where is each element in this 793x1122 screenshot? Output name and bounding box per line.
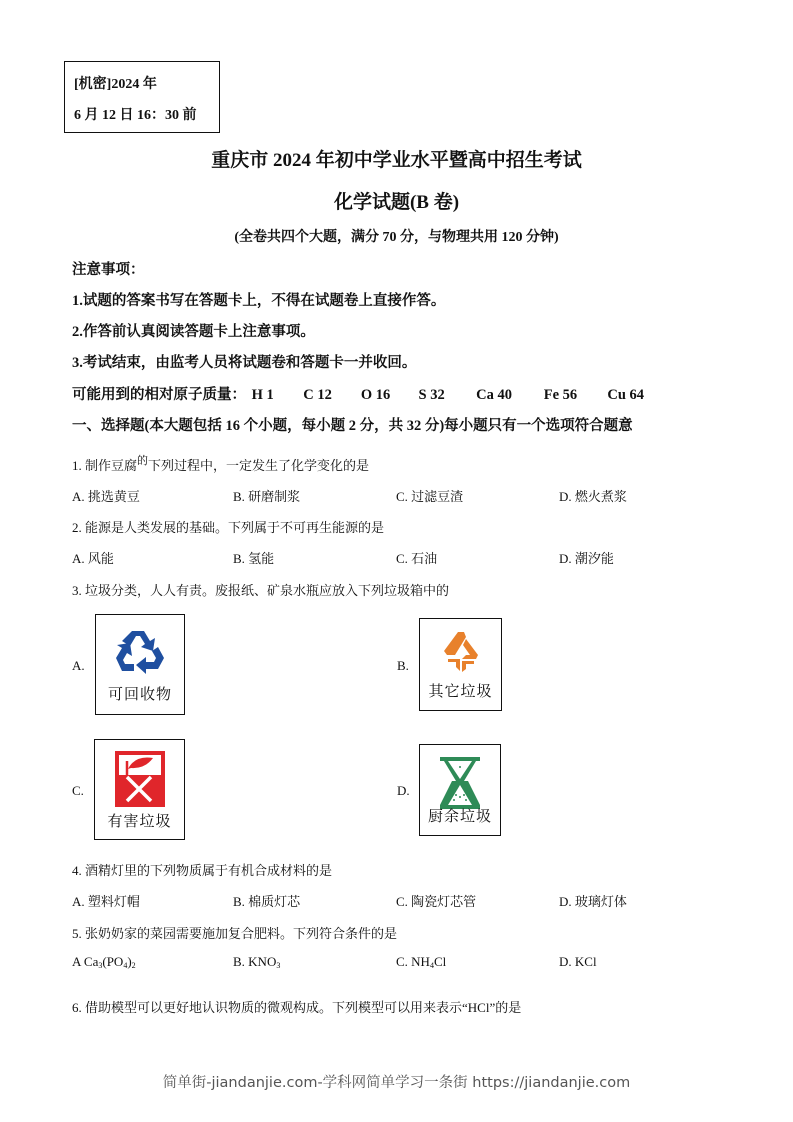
option-c-letter: C. [72, 783, 84, 798]
hazardous-waste-icon [115, 751, 165, 807]
subscript: 2 [131, 961, 136, 970]
kitchen-waste-icon [438, 755, 482, 811]
atomic-mass: O 16 [360, 387, 391, 403]
option-d: D. 玻璃灯体 [559, 894, 627, 909]
question-5-stem: 5. 张奶奶家的菜园需要施加复合肥料。下列符合条件的是 [72, 926, 398, 941]
subscript: 4 [123, 961, 128, 970]
option-d: D. 燃火煮浆 [559, 489, 627, 504]
question-2-stem: 2. 能源是人类发展的基础。下列属于不可再生能源的是 [72, 520, 385, 535]
option-a-letter: A. [72, 658, 85, 673]
atomic-mass: S 32 [418, 387, 445, 403]
stem-text: 下列过程中，一定发生了化学变化的是 [148, 458, 370, 473]
confidential-line-2: 6 月 12 日 16：30 前 [74, 108, 197, 123]
instructions-heading: 注意事项： [72, 262, 145, 278]
section-heading: 一、选择题(本大题包括 16 个小题，每小题 2 分，共 32 分)每小题只有一个选项符合题意 [72, 418, 633, 434]
option-b: B. 研磨制浆 [233, 489, 301, 504]
instruction-item: 3.考试结束，由监考人员将试题卷和答题卡一并收回。 [72, 355, 417, 371]
subscript: 4 [429, 961, 434, 970]
formula-text: A Ca [72, 954, 99, 969]
recycle-icon [112, 627, 168, 675]
other-waste-icon [436, 629, 486, 673]
option-b: B. 棉质灯芯 [233, 894, 301, 909]
question-1-stem [72, 452, 369, 474]
option-a: A. 塑料灯帽 [72, 894, 140, 909]
exam-note: (全卷共四个大题，满分 70 分，与物理共用 120 分钟) [234, 230, 559, 245]
subscript: 3 [98, 961, 103, 970]
exam-title: 重庆市 2024 年初中学业水平暨高中招生考试 [211, 150, 582, 171]
option-b-letter: B. [397, 658, 409, 673]
option-b: B. 氢能 [233, 551, 275, 566]
other-waste-sign [419, 618, 502, 711]
option-a [72, 954, 136, 970]
atomic-mass: Fe 56 [543, 387, 578, 403]
subscript: 3 [276, 961, 281, 970]
exam-subtitle: 化学试题(B 卷) [333, 192, 460, 213]
recycle-sign [95, 614, 185, 715]
option-c [396, 954, 446, 970]
formula-text: (PO [102, 954, 124, 969]
formula-text: B. KNO [233, 954, 277, 969]
question-4-stem: 4. 酒精灯里的下列物质属于有机合成材料的是 [72, 863, 333, 878]
option-b [233, 954, 280, 970]
stem-text: 1. 制作豆腐 [72, 458, 138, 473]
option-d: D. 潮汐能 [559, 551, 614, 566]
confidential-line-1: [机密]2024 年 [74, 77, 157, 92]
instruction-item: 1.试题的答案书写在答题卡上，不得在试题卷上直接作答。 [72, 293, 446, 309]
sign-label: 有害垃圾 [107, 814, 172, 830]
sign-label: 可回收物 [107, 687, 172, 703]
kitchen-waste-sign [419, 744, 501, 836]
atomic-mass: C 12 [303, 387, 332, 403]
option-a: A. 挑选黄豆 [72, 489, 140, 504]
formula-text: C. NH [396, 954, 430, 969]
atomic-mass: H 1 [251, 387, 274, 403]
atomic-mass: Ca 40 [476, 387, 512, 403]
option-d: D. KCl [559, 954, 597, 969]
atomic-masses-row [72, 383, 644, 404]
footer-watermark: 简单街-jiandanjie.com-学科网简单学习一条街 https://jiandanjie.com [162, 1075, 631, 1091]
option-a: A. 风能 [72, 551, 114, 566]
question-3-stem: 3. 垃圾分类，人人有责。废报纸、矿泉水瓶应放入下列垃圾箱中的 [72, 583, 450, 598]
sign-label: 其它垃圾 [428, 684, 493, 700]
atomic-mass-label: 可能用到的相对原子质量： [72, 387, 246, 403]
formula-text: Cl [433, 954, 447, 969]
option-d-letter: D. [397, 783, 410, 798]
question-6-stem: 6. 借助模型可以更好地认识物质的微观构成。下列模型可以用来表示“HCl”的是 [72, 1000, 522, 1015]
atomic-mass: Cu 64 [607, 387, 645, 403]
confidential-box [64, 61, 220, 133]
stem-sup: 的 [137, 455, 149, 467]
option-c: C. 陶瓷灯芯管 [396, 894, 477, 909]
hazardous-waste-sign [94, 739, 185, 840]
instruction-item: 2.作答前认真阅读答题卡上注意事项。 [72, 324, 315, 340]
formula-text: ) [127, 954, 132, 969]
option-c: C. 石油 [396, 551, 438, 566]
option-c: C. 过滤豆渣 [396, 489, 464, 504]
sign-label: 厨余垃圾 [427, 809, 492, 825]
